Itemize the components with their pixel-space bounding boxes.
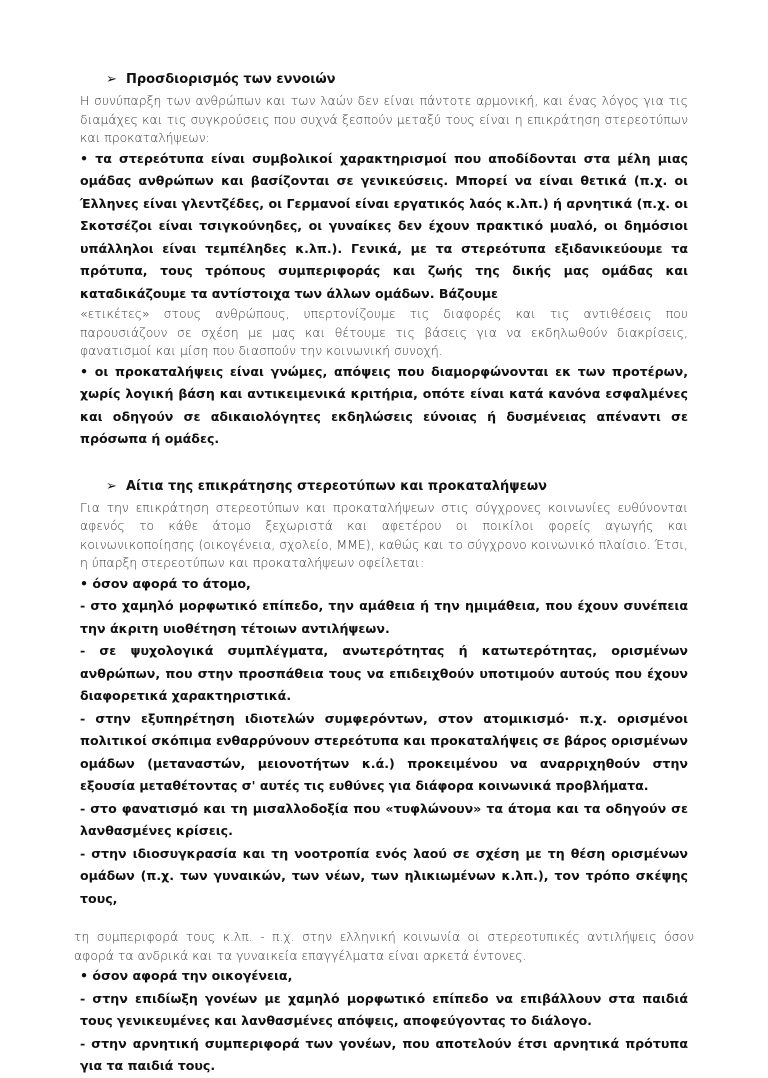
individual-heading: • όσον αφορά το άτομο, — [80, 575, 251, 591]
paragraph-intro: Η συνύπαρξη των ανθρώπων και των λαών δεν είναι πάντοτε αρμονική, και ένας λόγος για τις διαμάχες και τις συγκρούσεις που συχνά ξεσπούν μεταξύ τους είναι η επικράτηση στερεοτύπων και προκαταλήψεων: — [80, 93, 688, 145]
section-heading-causes: ➢ Αίτια της επικράτησης στερεοτύπων και προκαταλήψεων — [106, 477, 688, 497]
bullet-prejudices: • οι προκαταλήψεις είναι γνώμες, απόψεις που διαμορφώνονται εκ των προτέρων, χωρίς λογική βάση και αντικειμενικά κριτήρια, οπότε είναι κατά κανόνα εσφαλμένες και οδηγούν σε αδικαιολόγητες εκδηλώσεις εύνοιας ή δυσμένειας απέναντι σε πρόσωπα ή ομάδες. — [80, 363, 688, 446]
list-item: - στην ιδιοσυγκρασία και τη νοοτροπία ενός λαού σε σχέση με τη θέση ορισμένων ομάδων (π.χ. των γυναικών, των νέων, των ηλικιωμένων κ.λπ.), τον τρόπο σκέψης τους, — [80, 845, 688, 906]
list-item: - στο χαμηλό μορφωτικό επίπεδο, την αμάθεια ή την ημιμάθεια, που έχουν συνέπεια την άκριτη υιοθέτηση τέτοιων αντιλήψεων. — [80, 598, 688, 636]
list-item: - στο φανατισμό και τη μισαλλοδοξία που «τυφλώνουν» τα άτομα και τα οδηγούν σε λανθασμένες κρίσεις. — [80, 800, 688, 838]
arrow-bullet-icon: ➢ — [106, 72, 117, 87]
paragraph-note: τη συμπεριφορά τους κ.λπ. - π.χ. στην ελληνική κοινωνία οι στερεοτυπικές αντιλήψεις όσον αφορά τα ανδρικά και τα γυναικεία επαγγέλματα είναι αρκετά έντονες. — [74, 929, 694, 963]
list-item: - στην επιδίωξη γονέων με χαμηλό μορφωτικό επίπεδο να επιβάλλουν στα παιδιά τους γενικευμένες και λανθασμένες απόψεις, αποφεύγοντας το διάλογο. — [80, 990, 688, 1028]
arrow-bullet-icon: ➢ — [106, 478, 117, 494]
bullet-stereotypes-continued: «ετικέτες» στους ανθρώπους, υπερτονίζουμε τις διαφορές και τις αντιθέσεις που παρουσιάζουν σε σχέση με μας και θέτουμε τις βάσεις για να εκδηλωθούν διακρίσεις, φανατισμοί και μίση που διασπούν την κοινωνική συνοχή. — [80, 306, 688, 358]
family-heading: • όσον αφορά την οικογένεια, — [80, 968, 293, 983]
document-page — [74, 70, 694, 1078]
list-item: - σε ψυχολογικά συμπλέγματα, ανωτερότητας ή κατωτερότητας, ορισμένων ανθρώπων, που στην προσπάθεια τους να επιδειχθούν υποτιμούν αυτούς που έχουν διαφορετικά χαρακτηριστικά. — [80, 643, 688, 703]
list-item: - στην εξυπηρέτηση ιδιοτελών συμφερόντων, στον ατομικισμό· π.χ. ορισμένοι πολιτικοί σκόπιμα ενθαρρύνουν στερεότυπα και προκαταλήψεις σε βάρος ορισμένων ομάδων (μεταναστών, μειονοτήτων κ.ά.) προκειμένου να αναρριχηθούν στην εξουσία μεταθέτοντας σ' αυτές τις ευθύνες για διάφορα κοινωνικά προβλήματα. — [80, 710, 688, 793]
list-item: - στην αρνητική συμπεριφορά των γονέων, που αποτελούν έτσι αρνητικά πρότυπα για τα παιδιά τους. — [80, 1035, 688, 1073]
section-heading-definitions: ➢ Προσδιορισμός των εννοιών — [106, 70, 688, 90]
paragraph-causes-intro: Για την επικράτηση στερεοτύπων και προκαταλήψεων στις σύγχρονες κοινωνίες ευθύνονται αφενός το κάθε άτομο ξεχωριστά και αφετέρου οι ποικίλοι φορείς αγωγής και κοινωνικοποίησης (οικογένεια, σχολείο, ΜΜΕ), καθώς και το σύγχρονο κοινωνικό πλαίσιο. Έτσι, η ύπαρξη στερεοτύπων και προκαταλήψεων οφείλεται: — [80, 499, 688, 570]
bullet-stereotypes: • τα στερεότυπα είναι συμβολικοί χαρακτηρισμοί που αποδίδονται στα μέλη μιας ομάδας ανθρώπων και βασίζονται σε γενικεύσεις. Μπορεί να είναι θετικά (π.χ. οι Έλληνες είναι γλεντζέδες, οι Γερμανοί είναι εργατικός λαός κ.λπ.) ή αρνητικά (π.χ. οι Σκοτσέζοι είναι τσιγκούνηδες, οι γυναίκες δεν έχουν πρακτικό μυαλό, οι δημόσιοι υπάλληλοι είναι τεμπέληδες κ.λπ.). Γενικά, με τα στερεότυπα εξιδανικεύουμε τα πρότυπα, τους τρόπους συμπεριφοράς και ζωής της δικής μας ομάδας και καταδικάζουμε τα αντίστοιχα των άλλων ομάδων. Βάζουμε — [80, 150, 688, 301]
